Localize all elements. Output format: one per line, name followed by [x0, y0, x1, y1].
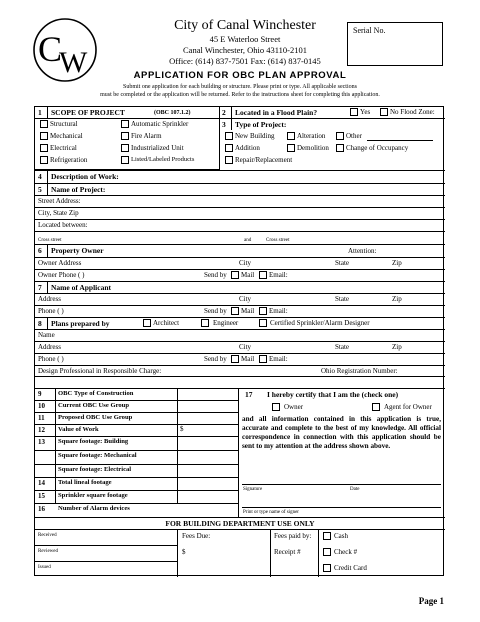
received-label: Received	[38, 533, 57, 538]
auto-sprinkler-checkbox[interactable]	[121, 120, 129, 128]
certify-agent-checkbox[interactable]	[372, 403, 380, 411]
fees-dollar-label: $	[182, 548, 186, 556]
applicant-email-label: Email:	[269, 307, 288, 315]
row-label: Sprinkler square footage	[58, 492, 128, 499]
addition-checkbox[interactable]	[225, 144, 233, 152]
refrigeration-checkbox[interactable]	[40, 156, 48, 164]
flood-yes-checkbox[interactable]	[350, 108, 358, 116]
signature-label: Signature	[243, 487, 263, 492]
serial-label: Serial No.	[353, 26, 386, 35]
city-state-zip-label: City, State Zip	[38, 209, 79, 217]
repair-checkbox[interactable]	[225, 156, 233, 164]
s5-title: Name of Project:	[51, 185, 106, 194]
design-professional-label: Design Professional in Responsible Charge:	[38, 367, 162, 375]
owner-phone-label: Owner Phone ( )	[38, 271, 85, 279]
row-label: Square footage: Building	[58, 438, 129, 445]
date-label: Date	[350, 487, 360, 492]
applicant-mail-checkbox[interactable]	[231, 307, 239, 315]
registration-number-label: Ohio Registration Number:	[321, 367, 398, 375]
structural-checkbox[interactable]	[40, 120, 48, 128]
row-number: 14	[38, 479, 45, 487]
s3-title: Type of Project:	[235, 120, 287, 129]
check-checkbox[interactable]	[323, 548, 331, 556]
row-value-field[interactable]	[180, 466, 236, 477]
refrigeration-label: Refrigeration	[50, 156, 88, 164]
fire-alarm-checkbox[interactable]	[121, 132, 129, 140]
reviewed-label: Reviewed	[38, 549, 58, 554]
application-form	[34, 106, 444, 576]
owner-city-label: City	[239, 259, 252, 267]
electrical-checkbox[interactable]	[40, 144, 48, 152]
instructions-line-1: Submit one application for each building or structure. Please print or type. All applicable sections	[123, 84, 357, 90]
row-value-field[interactable]	[180, 414, 236, 425]
s3-number: 3	[222, 120, 226, 129]
s2-title: Located in a Flood Plain?	[235, 108, 318, 117]
designer-state-label: State	[335, 343, 349, 351]
fees-paid-label: Fees paid by:	[274, 532, 312, 540]
svg-text:C: C	[38, 29, 63, 69]
receipt-label: Receipt #	[274, 548, 301, 556]
designer-city-label: City	[239, 343, 252, 351]
other-checkbox[interactable]	[336, 132, 344, 140]
row-value-field[interactable]: $	[180, 425, 184, 433]
credit-card-label: Credit Card	[334, 564, 367, 572]
office-use-title: FOR BUILDING DEPARTMENT USE ONLY	[165, 519, 315, 528]
applicant-state-label: State	[335, 295, 349, 303]
row-label: Square footage: Mechanical	[58, 452, 137, 459]
row-value-field[interactable]	[180, 492, 236, 503]
row-number: 13	[38, 438, 45, 446]
owner-state-label: State	[335, 259, 349, 267]
auto-sprinkler-label: Automatic Sprinkler	[131, 120, 189, 128]
designer-mail-checkbox[interactable]	[231, 355, 239, 363]
owner-send-by-label: Send by	[204, 271, 227, 279]
flood-no-checkbox[interactable]	[380, 108, 388, 116]
and-label: and	[244, 238, 252, 243]
other-label: Other	[346, 132, 362, 140]
issued-label: Issued	[38, 565, 51, 570]
row-label: Total lineal footage	[58, 479, 112, 486]
designer-email-label: Email:	[269, 355, 288, 363]
electrical-label: Electrical	[50, 144, 77, 152]
s6-title: Property Owner	[51, 246, 104, 255]
svg-text:W: W	[59, 46, 88, 79]
form-title: APPLICATION FOR OBC PLAN APPROVAL	[133, 70, 347, 81]
designer-zip-label: Zip	[392, 343, 402, 351]
row-label: Square footage: Electrical	[58, 466, 132, 473]
certify-agent-label: Agent for Owner	[384, 403, 432, 411]
new-building-checkbox[interactable]	[225, 132, 233, 140]
street-address-label: Street Address:	[38, 197, 81, 205]
page-number: Page 1	[418, 596, 444, 606]
s2-number: 2	[222, 108, 226, 117]
row-label: Number of Alarm devices	[58, 505, 130, 512]
row-value-field[interactable]	[180, 505, 236, 516]
check-label: Check #	[334, 548, 358, 556]
designer-mail-label: Mail	[241, 355, 255, 363]
alteration-label: Alteration	[297, 132, 326, 140]
city-state-zip: Canal Winchester, Ohio 43110-2101	[183, 45, 307, 55]
s17-title: I hereby certify that I am the (check one)	[267, 390, 399, 399]
owner-email-checkbox[interactable]	[259, 271, 267, 279]
row-value-field[interactable]	[180, 452, 236, 463]
cross-street-2-label: Cross street	[266, 238, 290, 243]
owner-email-label: Email:	[269, 271, 288, 279]
alteration-checkbox[interactable]	[287, 132, 295, 140]
certification-statement: and all information contained in this application is true, accurate and complete to the best of my knowledge. All official correspondence in connection with this application should be sent to my attention at the address shown above.	[242, 415, 441, 450]
s8-number: 8	[38, 319, 42, 328]
row-value-field[interactable]	[180, 390, 236, 401]
engineer-label: Engineer	[213, 319, 239, 327]
applicant-mail-label: Mail	[241, 307, 255, 315]
repair-label: Repair/Replacement	[235, 156, 293, 164]
fees-due-label: Fees Due:	[182, 532, 211, 540]
new-building-label: New Building	[235, 132, 275, 140]
certify-owner-checkbox[interactable]	[272, 403, 280, 411]
row-label: Value of Work	[58, 426, 99, 433]
designer-email-checkbox[interactable]	[259, 355, 267, 363]
owner-address-label: Owner Address	[38, 259, 82, 267]
designer-send-by-label: Send by	[204, 355, 227, 363]
applicant-email-checkbox[interactable]	[259, 307, 267, 315]
architect-checkbox[interactable]	[143, 319, 151, 327]
owner-mail-checkbox[interactable]	[231, 271, 239, 279]
s7-number: 7	[38, 283, 42, 292]
designer-phone-label: Phone ( )	[38, 355, 64, 363]
cash-checkbox[interactable]	[323, 532, 331, 540]
owner-zip-label: Zip	[392, 259, 402, 267]
applicant-address-label: Address	[38, 295, 61, 303]
row-label: Proposed OBC Use Group	[58, 414, 133, 421]
s17-number: 17	[245, 390, 253, 399]
mechanical-label: Mechanical	[50, 132, 83, 140]
row-label: OBC Type of Construction	[58, 390, 134, 397]
s5-number: 5	[38, 185, 42, 194]
addition-label: Addition	[235, 144, 260, 152]
row-label: Current OBC Use Group	[58, 402, 130, 409]
mechanical-checkbox[interactable]	[40, 132, 48, 140]
s1-title: SCOPE OF PROJECT	[51, 108, 125, 117]
cross-street-1-label: Cross street	[38, 238, 62, 243]
s4-title: Description of Work:	[51, 172, 119, 181]
listed-labeled-checkbox[interactable]	[121, 156, 129, 164]
cash-label: Cash	[334, 532, 348, 540]
s1-code: (OBC 107.1.2)	[154, 109, 191, 116]
applicant-zip-label: Zip	[392, 295, 402, 303]
applicant-send-by-label: Send by	[204, 307, 227, 315]
instructions-line-2: must be completed or the application will be returned. Refer to the instructions sheet for completing this application.	[100, 92, 380, 98]
row-number: 16	[38, 505, 45, 513]
s7-title: Name of Applicant	[51, 283, 111, 292]
row-number: 12	[38, 426, 45, 434]
row-value-field[interactable]	[180, 479, 236, 490]
designer-label: Certified Sprinkler/Alarm Designer	[270, 319, 370, 327]
row-number: 11	[38, 414, 45, 422]
credit-card-checkbox[interactable]	[323, 564, 331, 572]
designer-name-label: Name	[38, 331, 55, 339]
located-between-label: Located between:	[38, 221, 88, 229]
owner-mail-label: Mail	[241, 271, 255, 279]
applicant-city-label: City	[239, 295, 252, 303]
s6-number: 6	[38, 246, 42, 255]
city-phones: Office: (614) 837-7501 Fax: (614) 837-0145	[169, 56, 321, 66]
change-occupancy-label: Change of Occupancy	[346, 144, 409, 152]
row-value-field[interactable]	[180, 438, 236, 449]
row-number: 15	[38, 492, 45, 500]
certify-owner-label: Owner	[284, 403, 304, 411]
designer-checkbox[interactable]	[259, 319, 267, 327]
engineer-checkbox[interactable]	[201, 319, 209, 327]
s1-number: 1	[38, 108, 42, 117]
row-number: 9	[38, 390, 42, 398]
industrialized-unit-label: Industrialized Unit	[131, 144, 184, 152]
serial-number-box[interactable]	[347, 22, 443, 66]
structural-label: Structural	[50, 120, 78, 128]
print-name-label: Print or type name of signer	[243, 510, 299, 515]
flood-no-label: No Flood Zone:	[390, 108, 435, 116]
city-street: 45 E Waterloo Street	[209, 34, 281, 44]
applicant-phone-label: Phone ( )	[38, 307, 64, 315]
industrialized-unit-checkbox[interactable]	[121, 144, 129, 152]
flood-yes-label: Yes	[360, 108, 371, 116]
s4-number: 4	[38, 172, 42, 181]
designer-address-label: Address	[38, 343, 61, 351]
s8-title: Plans prepared by	[51, 319, 110, 328]
row-value-field[interactable]	[180, 402, 236, 413]
architect-label: Architect	[153, 319, 180, 327]
fire-alarm-label: Fire Alarm	[131, 132, 162, 140]
demolition-label: Demolition	[297, 144, 329, 152]
row-number: 10	[38, 402, 45, 410]
demolition-checkbox[interactable]	[287, 144, 295, 152]
listed-labeled-label: Listed/Labeled Products	[131, 156, 195, 163]
city-name: City of Canal Winchester	[174, 18, 316, 33]
change-occupancy-checkbox[interactable]	[336, 144, 344, 152]
attention-label: Attention:	[348, 247, 377, 255]
